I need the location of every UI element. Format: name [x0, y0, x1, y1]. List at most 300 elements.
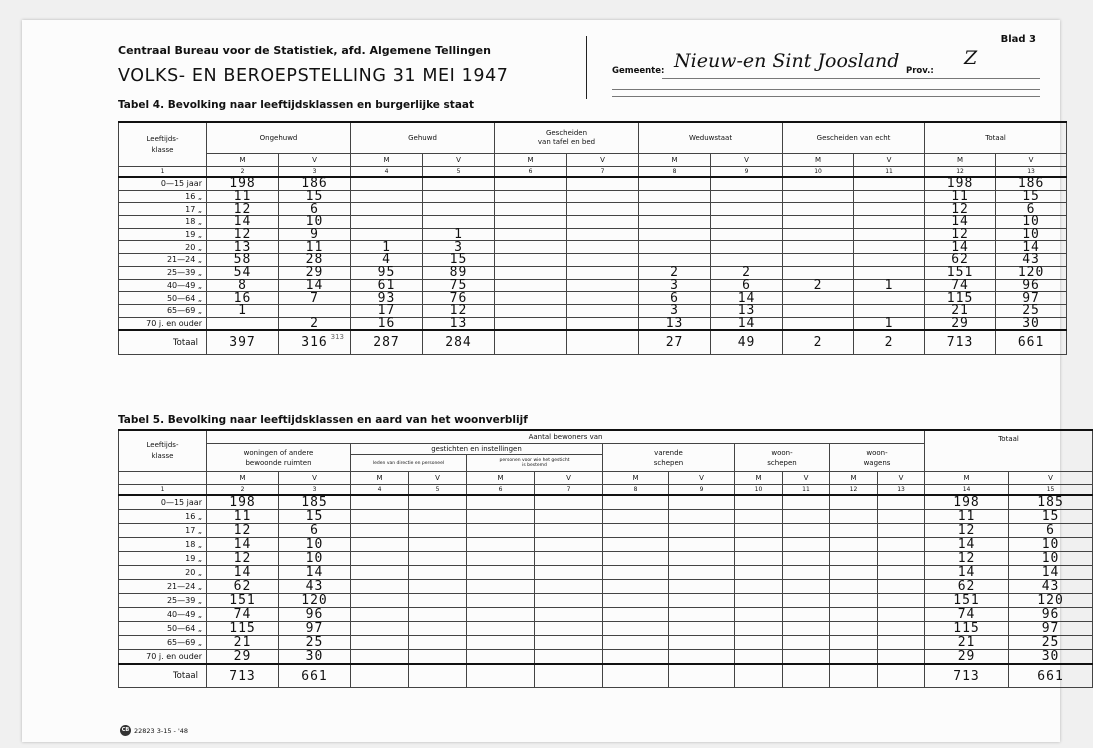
table-row	[119, 524, 1093, 538]
age-class-label: 25—39 „	[119, 266, 207, 279]
sex-header: V	[996, 154, 1067, 167]
total-cell: 397	[207, 330, 279, 355]
province-label: Prov.:	[906, 66, 934, 76]
table4-header-groups	[119, 122, 1067, 154]
census-form-sheet	[22, 20, 1064, 742]
count-cell: 15	[279, 510, 351, 524]
count-cell: 30	[1009, 650, 1093, 665]
column-number: 2	[207, 485, 279, 496]
count-cell	[467, 552, 535, 566]
table-row	[119, 190, 1067, 203]
count-cell	[467, 566, 535, 580]
sex-header: M	[207, 472, 279, 485]
group-header: woon- wagens	[830, 444, 925, 472]
count-cell	[783, 495, 830, 510]
count-cell	[535, 594, 603, 608]
table-row	[119, 622, 1093, 636]
sex-header: M	[639, 154, 711, 167]
count-cell	[854, 216, 925, 229]
count-cell: 8	[207, 279, 279, 292]
column-number: 12	[830, 485, 878, 496]
count-cell	[878, 636, 925, 650]
count-cell	[351, 190, 423, 203]
count-cell	[830, 510, 878, 524]
count-cell: 10	[279, 538, 351, 552]
sex-header: V	[279, 154, 351, 167]
count-cell	[854, 254, 925, 267]
table-row	[119, 216, 1067, 229]
count-cell	[409, 566, 467, 580]
count-cell	[567, 304, 639, 317]
count-cell	[495, 241, 567, 254]
count-cell	[567, 228, 639, 241]
age-class-label: 19 „	[119, 552, 207, 566]
total-cell	[830, 664, 878, 688]
count-cell	[409, 650, 467, 665]
total-cell: 27	[639, 330, 711, 355]
count-cell	[783, 538, 830, 552]
count-cell: 115	[207, 622, 279, 636]
count-cell: 1	[854, 317, 925, 330]
column-number: 8	[603, 485, 669, 496]
count-cell	[351, 510, 409, 524]
count-cell: 29	[925, 650, 1009, 665]
count-cell	[830, 495, 878, 510]
count-cell: 95	[351, 266, 423, 279]
count-cell: 43	[1009, 580, 1093, 594]
count-cell: 29	[207, 650, 279, 665]
group-header: gestichten en instellingen	[351, 444, 603, 455]
count-cell: 198	[925, 495, 1009, 510]
column-number: 11	[854, 167, 925, 178]
count-cell: 12	[925, 552, 1009, 566]
total-cell	[351, 664, 409, 688]
count-cell: 1	[423, 228, 495, 241]
sex-header: V	[669, 472, 735, 485]
total-cell: 49	[711, 330, 783, 355]
count-cell: 14	[1009, 566, 1093, 580]
count-cell	[351, 495, 409, 510]
count-cell: 11	[279, 241, 351, 254]
count-cell	[351, 636, 409, 650]
count-cell	[207, 317, 279, 330]
count-cell	[535, 650, 603, 665]
count-cell	[603, 650, 669, 665]
total-cell	[878, 664, 925, 688]
count-cell: 10	[996, 228, 1067, 241]
count-cell	[783, 304, 854, 317]
column-number: 1	[119, 485, 207, 496]
age-class-label: 70 j. en ouder	[119, 650, 207, 665]
count-cell	[830, 636, 878, 650]
count-cell	[535, 566, 603, 580]
count-cell	[669, 495, 735, 510]
age-class-label: 18 „	[119, 538, 207, 552]
age-class-label: 40—49 „	[119, 608, 207, 622]
total-cell	[467, 664, 535, 688]
count-cell: 12	[423, 304, 495, 317]
count-cell	[639, 177, 711, 190]
count-cell: 74	[925, 279, 996, 292]
count-cell: 11	[925, 510, 1009, 524]
count-cell	[351, 580, 409, 594]
count-cell	[735, 594, 783, 608]
count-cell: 12	[207, 228, 279, 241]
count-cell	[783, 608, 830, 622]
count-cell	[783, 317, 854, 330]
count-cell: 4	[351, 254, 423, 267]
sex-header: V	[878, 472, 925, 485]
count-cell: 14	[207, 216, 279, 229]
count-cell: 30	[279, 650, 351, 665]
count-cell	[567, 266, 639, 279]
group-header: varende schepen	[603, 444, 735, 472]
count-cell	[735, 566, 783, 580]
sex-header: M	[925, 472, 1009, 485]
count-cell	[783, 228, 854, 241]
count-cell: 28	[279, 254, 351, 267]
count-cell: 13	[639, 317, 711, 330]
count-cell	[669, 552, 735, 566]
count-cell	[711, 228, 783, 241]
count-cell	[409, 636, 467, 650]
count-cell	[854, 292, 925, 305]
sex-header: M	[207, 154, 279, 167]
table5-totals-row	[119, 664, 1093, 688]
count-cell: 96	[1009, 608, 1093, 622]
count-cell: 1	[351, 241, 423, 254]
count-cell: 74	[925, 608, 1009, 622]
count-cell	[423, 190, 495, 203]
table5-title: Tabel 5. Bevolking naar leeftijdsklassen en aard van het woonverblijf	[118, 414, 528, 426]
total-cell	[783, 664, 830, 688]
province-value: Z	[964, 47, 978, 69]
count-cell	[495, 304, 567, 317]
sex-header: V	[783, 472, 830, 485]
group-header: woningen of andere bewoonde ruimten	[207, 444, 351, 472]
column-number: 4	[351, 167, 423, 178]
count-cell	[423, 177, 495, 190]
count-cell	[567, 292, 639, 305]
column-number: 10	[735, 485, 783, 496]
group-header: woon- schepen	[735, 444, 830, 472]
count-cell	[603, 608, 669, 622]
count-cell	[409, 538, 467, 552]
count-cell	[735, 552, 783, 566]
count-cell: 16	[351, 317, 423, 330]
count-cell: 1	[207, 304, 279, 317]
count-cell	[783, 241, 854, 254]
count-cell	[351, 524, 409, 538]
count-cell: 11	[207, 510, 279, 524]
count-cell	[351, 608, 409, 622]
header-rule-1	[612, 89, 1040, 90]
count-cell	[735, 510, 783, 524]
subgroup-header: personen voor wie het gesticht is bestemd	[467, 455, 603, 472]
table-row	[119, 650, 1093, 665]
count-cell: 120	[279, 594, 351, 608]
count-cell	[351, 622, 409, 636]
count-cell: 12	[925, 524, 1009, 538]
column-number: 7	[535, 485, 603, 496]
age-class-label: 0—15 jaar	[119, 177, 207, 190]
column-number: 14	[925, 485, 1009, 496]
count-cell: 14	[279, 279, 351, 292]
count-cell	[409, 608, 467, 622]
count-cell	[783, 190, 854, 203]
count-cell	[830, 622, 878, 636]
count-cell: 14	[207, 566, 279, 580]
column-number: 5	[423, 167, 495, 178]
count-cell	[830, 608, 878, 622]
total-cell	[409, 664, 467, 688]
table-row	[119, 177, 1067, 190]
count-cell	[639, 203, 711, 216]
count-cell	[735, 524, 783, 538]
group-header: Gescheiden van echt	[783, 122, 925, 154]
table-row	[119, 538, 1093, 552]
count-cell	[830, 538, 878, 552]
table-row	[119, 279, 1067, 292]
count-cell	[830, 650, 878, 665]
age-class-label: 65—69 „	[119, 636, 207, 650]
count-cell: 25	[996, 304, 1067, 317]
count-cell: 11	[925, 190, 996, 203]
count-cell	[854, 241, 925, 254]
count-cell	[409, 580, 467, 594]
count-cell: 10	[1009, 552, 1093, 566]
count-cell: 96	[279, 608, 351, 622]
count-cell	[495, 292, 567, 305]
count-cell	[495, 266, 567, 279]
count-cell	[878, 538, 925, 552]
count-cell	[495, 190, 567, 203]
count-cell	[854, 190, 925, 203]
table5-header-top	[119, 430, 1093, 444]
count-cell: 6	[279, 203, 351, 216]
count-cell	[783, 650, 830, 665]
count-cell	[351, 538, 409, 552]
count-cell	[783, 622, 830, 636]
count-cell: 13	[711, 304, 783, 317]
count-cell: 12	[207, 524, 279, 538]
table-row	[119, 580, 1093, 594]
count-cell: 186	[279, 177, 351, 190]
table-row	[119, 304, 1067, 317]
count-cell	[467, 622, 535, 636]
count-cell: 10	[996, 216, 1067, 229]
count-cell	[639, 228, 711, 241]
count-cell	[567, 279, 639, 292]
age-class-label: 16 „	[119, 510, 207, 524]
count-cell	[669, 524, 735, 538]
count-cell: 6	[1009, 524, 1093, 538]
count-cell	[495, 317, 567, 330]
subgroup-header: leden van directie en personeel	[351, 455, 467, 472]
count-cell	[567, 241, 639, 254]
count-cell: 185	[279, 495, 351, 510]
count-cell: 151	[207, 594, 279, 608]
count-cell: 115	[925, 622, 1009, 636]
total-cell	[567, 330, 639, 355]
column-number: 13	[878, 485, 925, 496]
count-cell: 11	[207, 190, 279, 203]
count-cell	[711, 203, 783, 216]
count-cell	[567, 216, 639, 229]
count-cell	[603, 580, 669, 594]
count-cell	[639, 241, 711, 254]
total-cell: 713	[207, 664, 279, 688]
count-cell: 93	[351, 292, 423, 305]
sex-header: M	[351, 472, 409, 485]
sex-header: M	[467, 472, 535, 485]
form-title: VOLKS- EN BEROEPSTELLING 31 MEI 1947	[118, 66, 509, 86]
count-cell	[535, 622, 603, 636]
count-cell	[878, 594, 925, 608]
count-cell	[467, 538, 535, 552]
count-cell	[351, 594, 409, 608]
age-class-label: 70 j. en ouder	[119, 317, 207, 330]
count-cell	[878, 650, 925, 665]
sex-header: M	[495, 154, 567, 167]
count-cell: 6	[996, 203, 1067, 216]
column-number: 3	[279, 167, 351, 178]
count-cell: 58	[207, 254, 279, 267]
count-cell: 2	[711, 266, 783, 279]
group-header: Gehuwd	[351, 122, 495, 154]
total-cell	[495, 330, 567, 355]
count-cell: 29	[925, 317, 996, 330]
count-cell	[409, 524, 467, 538]
count-cell: 14	[925, 566, 1009, 580]
count-cell: 185	[1009, 495, 1093, 510]
count-cell	[783, 510, 830, 524]
age-class-label: 17 „	[119, 524, 207, 538]
count-cell: 25	[1009, 636, 1093, 650]
sex-header: V	[567, 154, 639, 167]
count-cell	[535, 580, 603, 594]
count-cell: 151	[925, 594, 1009, 608]
count-cell: 115	[925, 292, 996, 305]
count-cell: 62	[925, 254, 996, 267]
count-cell: 3	[639, 304, 711, 317]
count-cell	[783, 580, 830, 594]
age-class-header: Leeftijds- klasse	[119, 122, 207, 167]
count-cell: 10	[1009, 538, 1093, 552]
count-cell	[669, 566, 735, 580]
sex-header: V	[711, 154, 783, 167]
sex-header: V	[854, 154, 925, 167]
sex-header: V	[279, 472, 351, 485]
table-row	[119, 510, 1093, 524]
count-cell	[467, 650, 535, 665]
count-cell	[669, 510, 735, 524]
count-cell	[409, 552, 467, 566]
age-class-label: 50—64 „	[119, 622, 207, 636]
count-cell: 21	[925, 304, 996, 317]
table-row	[119, 495, 1093, 510]
column-number: 11	[783, 485, 830, 496]
table-row	[119, 636, 1093, 650]
count-cell: 9	[279, 228, 351, 241]
count-cell	[467, 594, 535, 608]
count-cell: 120	[996, 266, 1067, 279]
table5-header-sex	[119, 472, 1093, 485]
table-row	[119, 552, 1093, 566]
count-cell: 7	[279, 292, 351, 305]
count-cell	[567, 177, 639, 190]
age-class-label: 19 „	[119, 228, 207, 241]
count-cell: 3	[639, 279, 711, 292]
count-cell	[854, 203, 925, 216]
table4-title: Tabel 4. Bevolking naar leeftijdsklassen en burgerlijke staat	[118, 99, 475, 111]
count-cell: 97	[279, 622, 351, 636]
count-cell: 17	[351, 304, 423, 317]
count-cell	[603, 538, 669, 552]
count-cell: 30	[996, 317, 1067, 330]
column-number: 7	[567, 167, 639, 178]
count-cell	[783, 254, 854, 267]
count-cell	[495, 254, 567, 267]
count-cell: 16	[207, 292, 279, 305]
count-cell	[711, 216, 783, 229]
count-cell	[711, 190, 783, 203]
count-cell	[711, 241, 783, 254]
count-cell: 43	[996, 254, 1067, 267]
count-cell	[603, 622, 669, 636]
count-cell: 151	[925, 266, 996, 279]
count-cell	[878, 622, 925, 636]
table4-marital-status	[118, 121, 1067, 355]
count-cell	[535, 524, 603, 538]
count-cell: 198	[207, 495, 279, 510]
count-cell: 2	[783, 279, 854, 292]
count-cell: 14	[996, 241, 1067, 254]
count-cell: 75	[423, 279, 495, 292]
count-cell	[669, 608, 735, 622]
count-cell	[567, 254, 639, 267]
sex-header: M	[830, 472, 878, 485]
table4-header-sex	[119, 154, 1067, 167]
sheet-number: Blad 3	[1000, 34, 1036, 45]
table4-totals-row	[119, 330, 1067, 355]
column-number: 6	[467, 485, 535, 496]
count-cell	[603, 552, 669, 566]
count-cell	[567, 203, 639, 216]
group-header: Totaal	[925, 122, 1067, 154]
count-cell	[467, 524, 535, 538]
count-cell	[669, 650, 735, 665]
count-cell: 14	[711, 292, 783, 305]
count-cell	[567, 317, 639, 330]
sex-header: M	[735, 472, 783, 485]
count-cell	[669, 538, 735, 552]
count-cell	[535, 495, 603, 510]
count-cell: 12	[925, 228, 996, 241]
count-cell: 14	[925, 538, 1009, 552]
count-cell: 15	[279, 190, 351, 203]
table-row	[119, 241, 1067, 254]
count-cell: 14	[925, 241, 996, 254]
count-cell	[669, 594, 735, 608]
count-cell	[830, 594, 878, 608]
count-cell: 12	[207, 203, 279, 216]
count-cell: 14	[207, 538, 279, 552]
count-cell	[830, 566, 878, 580]
count-cell: 89	[423, 266, 495, 279]
blank-cell	[119, 472, 207, 485]
table-row	[119, 566, 1093, 580]
